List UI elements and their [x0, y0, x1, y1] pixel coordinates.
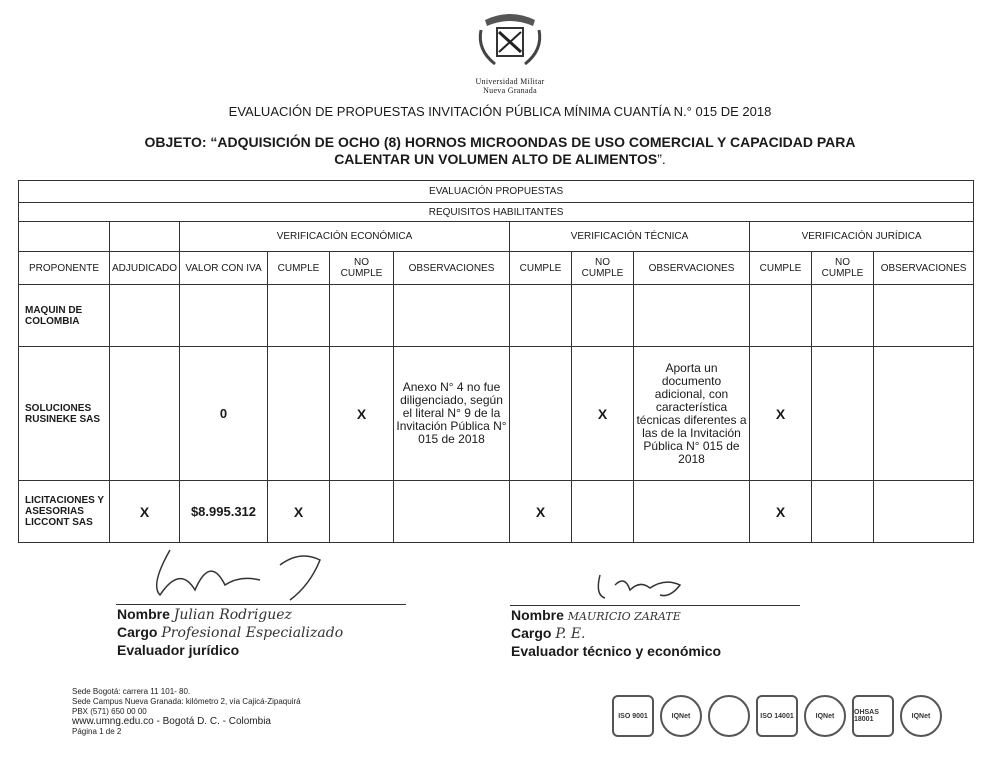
iqnet-icon [804, 695, 846, 747]
col-proponente: PROPONENTE [19, 252, 110, 285]
row-eco-cumple [268, 285, 330, 347]
row-jur-observaciones [874, 285, 974, 347]
row-tec-observaciones [634, 285, 750, 347]
cargo-value-right: P. E. [555, 626, 586, 642]
empty-cell [19, 222, 110, 252]
signature-scribble-right [590, 570, 700, 605]
signature-block-left [117, 606, 343, 659]
row-tec-cumple: X [510, 481, 572, 543]
footer-address-bogota: Sede Bogotá: carrera 11 101- 80. [72, 687, 191, 696]
row-eco-observaciones [394, 285, 510, 347]
row-proponente: SOLUCIONES RUSINEKE SAS [19, 347, 110, 481]
cargo-value-left: Profesional Especializado [161, 625, 344, 641]
icontec-ohsas18001-icon [852, 695, 894, 747]
group-economica: VERIFICACIÓN ECONÓMICA [180, 222, 510, 252]
row-tec-observaciones: Aporta un documento adicional, con característica técnicas diferentes a las de la Invitación Pública N° 015 de 2018 [634, 347, 750, 481]
row-jur-no-cumple [812, 481, 874, 543]
evaluation-table [18, 180, 974, 543]
row-tec-observaciones [634, 481, 750, 543]
icontec-iso14001-icon [756, 695, 798, 747]
university-logo [455, 10, 565, 95]
row-jur-no-cumple [812, 285, 874, 347]
row-eco-cumple [268, 347, 330, 481]
row-jur-no-cumple [812, 347, 874, 481]
row-tec-no-cumple [572, 285, 634, 347]
role-right: Evaluador técnico y económico [511, 643, 722, 659]
col-tec-cumple: CUMPLE [510, 252, 572, 285]
row-proponente: MAQUIN DE COLOMBIA [19, 285, 110, 347]
group-tecnica: VERIFICACIÓN TÉCNICA [510, 222, 750, 252]
col-jur-observaciones: OBSERVACIONES [874, 252, 974, 285]
signature-scribble-left [140, 545, 340, 605]
nombre-label-right: Nombre [511, 607, 564, 623]
footer-phone: PBX (571) 650 00 00 [72, 707, 147, 716]
row-eco-cumple: X [268, 481, 330, 543]
footer-page-number: Página 1 de 2 [72, 727, 122, 736]
col-jur-no-cumple: NO CUMPLE [812, 252, 874, 285]
university-crest-icon [475, 10, 545, 72]
table-title: EVALUACIÓN PROPUESTAS [19, 181, 974, 203]
cargo-label-right: Cargo [511, 625, 552, 641]
table-subtitle: REQUISITOS HABILITANTES [19, 203, 974, 222]
row-tec-cumple [510, 347, 572, 481]
row-valor [180, 285, 268, 347]
row-jur-cumple: X [750, 347, 812, 481]
col-adjudicado: ADJUDICADO [110, 252, 180, 285]
group-juridica: VERIFICACIÓN JURÍDICA [750, 222, 974, 252]
col-valor: VALOR CON IVA [180, 252, 268, 285]
col-eco-cumple: CUMPLE [268, 252, 330, 285]
nombre-value-right: MAURICIO ZARATE [567, 610, 681, 623]
table-row [19, 347, 974, 481]
row-jur-cumple [750, 285, 812, 347]
nombre-label-left: Nombre [117, 606, 170, 622]
cert-badge [708, 695, 750, 737]
row-eco-no-cumple [330, 481, 394, 543]
row-tec-no-cumple [572, 481, 634, 543]
iqnet-icon [900, 695, 942, 747]
object-text: OBJETO: “ADQUISICIÓN DE OCHO (8) HORNOS MICROONDAS DE USO COMERCIAL Y CAPACIDAD PARA CALENTAR UN VOLUMEN ALTO DE ALIMENTOS [144, 134, 856, 167]
cargo-label-left: Cargo [117, 624, 158, 640]
col-tec-no-cumple: NO CUMPLE [572, 252, 634, 285]
footer-address-campus: Sede Campus Nueva Granada: kilómetro 2, vía Cajicá-Zipaquirá [72, 697, 301, 706]
cert-badge: OHSAS 18001 [852, 695, 894, 737]
signature-line-right [510, 605, 800, 606]
row-tec-no-cumple: X [572, 347, 634, 481]
col-eco-observaciones: OBSERVACIONES [394, 252, 510, 285]
row-jur-observaciones [874, 481, 974, 543]
signature-line-left [116, 604, 406, 605]
row-valor: $8.995.312 [180, 481, 268, 543]
cert-badge: IQNet [660, 695, 702, 737]
table-row [19, 285, 974, 347]
university-name-line2: Nueva Granada [483, 86, 537, 95]
nombre-value-left: Julian Rodriguez [173, 607, 292, 623]
icontec-iso9001-icon [612, 695, 654, 747]
page-footer [72, 687, 301, 737]
cert-badge: ISO 14001 [756, 695, 798, 737]
col-eco-no-cumple: NO CUMPLE [330, 252, 394, 285]
row-tec-cumple [510, 285, 572, 347]
row-adjudicado [110, 285, 180, 347]
row-valor: 0 [180, 347, 268, 481]
document-title: EVALUACIÓN DE PROPUESTAS INVITACIÓN PÚBLICA MÍNIMA CUANTÍA N.° 015 DE 2018 [228, 104, 772, 119]
col-tec-observaciones: OBSERVACIONES [634, 252, 750, 285]
footer-website: www.umng.edu.co - Bogotá D. C. - Colombia [72, 716, 271, 727]
role-left: Evaluador jurídico [117, 642, 240, 658]
cert-badge: IQNet [900, 695, 942, 737]
row-adjudicado [110, 347, 180, 481]
col-jur-cumple: CUMPLE [750, 252, 812, 285]
certification-logos [612, 695, 942, 747]
row-eco-observaciones [394, 481, 510, 543]
row-proponente: LICITACIONES Y ASESORIAS LICCONT SAS [19, 481, 110, 543]
row-adjudicado: X [110, 481, 180, 543]
colombia-map-seal-icon [708, 695, 750, 747]
table-row [19, 481, 974, 543]
row-jur-observaciones [874, 347, 974, 481]
iqnet-icon [660, 695, 702, 747]
empty-cell [110, 222, 180, 252]
row-eco-no-cumple [330, 285, 394, 347]
object-text-end: ”. [657, 151, 666, 167]
university-name-line1: Universidad Militar [475, 77, 545, 86]
row-eco-no-cumple: X [330, 347, 394, 481]
document-object [130, 134, 870, 168]
cert-badge: ISO 9001 [612, 695, 654, 737]
cert-badge: IQNet [804, 695, 846, 737]
row-jur-cumple: X [750, 481, 812, 543]
signature-block-right [511, 607, 721, 660]
row-eco-observaciones: Anexo N° 4 no fue diligenciado, según el literal N° 9 de la Invitación Pública N° 015 de 2018 [394, 347, 510, 481]
